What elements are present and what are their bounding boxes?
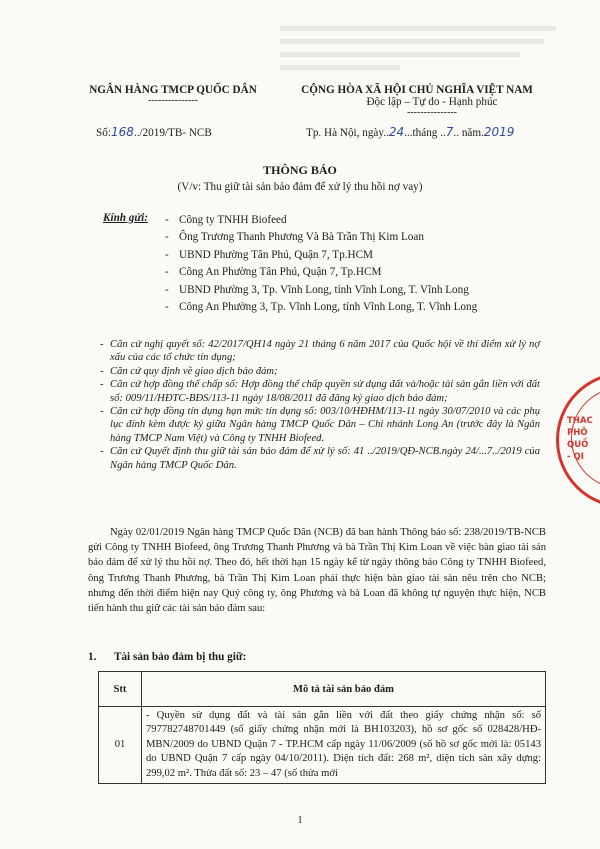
handwritten-month: 7 — [445, 125, 454, 139]
bank-header — [88, 84, 258, 106]
column-header-description: Mô tả tài sản bảo đảm — [142, 672, 546, 707]
handwritten-year: 2019 — [483, 125, 515, 139]
legal-basis-item: - Căn cứ nghị quyết số: 42/2017/QH14 ngày 21 tháng 6 năm 2017 của Quốc hội về thí điểm xử lý nợ xấu của các tổ chức tín dụng; — [100, 339, 540, 364]
recipient-item: - UBND Phường 3, Tp. Vĩnh Long, tỉnh Vĩnh Long, T. Vĩnh Long — [165, 283, 469, 296]
legal-basis-item: - Căn cứ hợp đồng thế chấp số: Hợp đồng thế chấp quyền sử dụng đất và/hoặc tài sản gắn liền với đất số: 009/11/HĐTC-BĐS/113-11 ngày 18/08/2011 đã đăng ký giao dịch bảo đảm; — [100, 379, 540, 404]
recipient-item: - UBND Phường Tân Phú, Quận 7, Tp.HCM — [165, 248, 373, 261]
bank-name: NGÂN HÀNG TMCP QUỐC DÂN — [89, 84, 257, 96]
page-number: 1 — [297, 815, 303, 826]
recipient-item: - Công ty TNHH Biofeed — [165, 214, 287, 226]
table-header-row — [99, 672, 546, 707]
recipient-item: - Ông Trương Thanh Phương Và Bà Trần Thị Kim Loan — [165, 231, 424, 244]
country-name: CỘNG HÒA XÃ HỘI CHỦ NGHĨA VIỆT NAM — [301, 84, 533, 96]
national-header — [272, 84, 562, 118]
bank-separator: --------------- — [148, 95, 198, 106]
legal-basis-item: - Căn cứ Quyết định thu giữ tài sản bảo đảm để xử lý số: 41 ../2019/QĐ-NCB.ngày 24/...7../2019 của Ngân hàng TMCP Quốc Dân. — [100, 446, 540, 471]
table-row — [99, 707, 546, 784]
seal-text: THAC PHÔ QUỐ - QI — [567, 416, 593, 462]
row-description: - Quyền sử dụng đất và tài sản gắn liền với đất theo giấy chứng nhận số: số 797782748701449 (số giấy chứng nhận mới là BH103203), hồ sơ gốc số 028428/HĐ-MBN/2009 do UBND Quận 7 - TP.HCM cấp ngày 11/06/2009 (số hồ sơ gốc mới là: 05143 do UBND Quận 7 cấp ngày 04/10/2011). Diện tích đất: 268 m², diện tích sàn xây dựng: 299,02 m². Thửa đất số: 23 – 47 (số thửa mới — [142, 707, 546, 784]
collateral-table — [98, 671, 546, 784]
red-seal-stamp — [556, 372, 600, 508]
legal-bases — [100, 338, 540, 472]
handwritten-number: 168 — [110, 125, 134, 139]
issue-date: Tp. Hà Nội, ngày..24...tháng ..7.. năm.2019 — [306, 125, 515, 139]
motto-separator: --------------- — [407, 107, 457, 118]
legal-basis-item: - Căn cứ hợp đồng tín dụng hạn mức tín dụng số: 003/10/HĐHM/113-11 ngày 30/07/2010 và các phụ lục đính kèm được ký giữa Ngân hàng TMCP Quốc Dân – Chi nhánh Long An (trước đây là Ngân hàng TMCP Nam Việt) và Công ty TNHH Biofeed. — [100, 406, 540, 444]
recipients-list — [165, 212, 477, 316]
recipient-item: - Công An Phường 3, Tp. Vĩnh Long, tỉnh Vĩnh Long, T. Vĩnh Long — [165, 301, 478, 314]
section-heading: 1. Tài sản bảo đảm bị thu giữ: — [88, 651, 247, 663]
column-header-stt: Stt — [99, 672, 142, 707]
handwritten-day: 24 — [388, 125, 405, 139]
legal-basis-item: - Căn cứ quy định về giao dịch bảo đảm; — [100, 365, 278, 377]
recipient-item: - Công An Phường Tân Phú, Quận 7, Tp.HCM — [165, 266, 382, 279]
bleed-through-text — [280, 18, 580, 88]
document-title: THÔNG BÁO — [263, 163, 337, 177]
reference-number: Số:168../2019/TB- NCB — [96, 125, 212, 139]
motto: Độc lập – Tự do - Hạnh phúc — [366, 96, 498, 108]
recipients-label: Kính gửi: — [103, 212, 148, 224]
document-subtitle: (V/v: Thu giữ tài sản bảo đảm để xử lý thu hồi nợ vay) — [177, 181, 423, 193]
row-stt: 01 — [99, 707, 142, 784]
body-paragraph: Ngày 02/01/2019 Ngân hàng TMCP Quốc Dân (NCB) đã ban hành Thông báo số: 238/2019/TB-NCB gửi Công ty TNHH Biofeed, ông Trương Thanh Phương và bà Trần Thị Kim Loan về việc bàn giao tài sản bảo đảm để xử lý thu hồi nợ. Theo đó, hết thời hạn 15 ngày kể từ ngày thông báo Công ty TNHH Biofeed, ông Trương Thanh Phương, bà Trần Thị Kim Loan phải thực hiện bàn giao tài sản nêu trên cho NCB; nhưng đến thời điểm hiện nay Quý công ty, ông Phương và bà Loan đã không tự nguyện thực hiện, NCB tiến hành thu giữ các tài sản bảo đảm sau: — [88, 527, 546, 615]
